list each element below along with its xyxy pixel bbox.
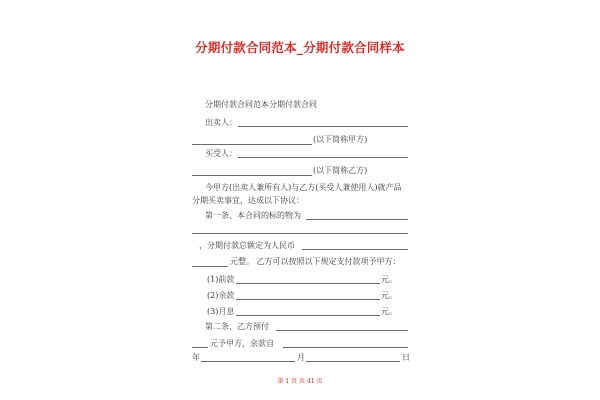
- document-title: 分期付款合同范本_分期付款合同样本: [195, 40, 405, 55]
- payment1-blank-line: [236, 283, 380, 284]
- page-footer: 第 1 页 共 41 页: [277, 378, 323, 385]
- article1-text: 第一条、本合同的标的物为: [205, 211, 301, 220]
- yuan-zheng-text: 元整。 乙方可以按照以下规定支付款项予甲方：: [230, 257, 401, 266]
- para1-line-a: 今甲方(出卖人兼所有人)与乙方(买受人兼使用人)就产品: [205, 183, 402, 192]
- year-blank-line: [201, 361, 295, 362]
- yuan-blank-line: [192, 266, 228, 267]
- total-price-text: ，分期付款总额定为人民币: [199, 241, 295, 250]
- month-label: 月: [297, 353, 305, 362]
- article2-text: 第二条、乙方预付: [205, 322, 269, 331]
- prepay-blank-line: [192, 347, 208, 348]
- article1-blank-line-2: [192, 233, 408, 234]
- buyer-blank-line: [238, 157, 408, 158]
- payment1-label: (1)前款: [207, 275, 235, 284]
- contract-heading: 分期付款合同范本分期付款合同: [205, 100, 317, 109]
- payment3-label: (3)月息: [207, 307, 235, 316]
- buyer-label: 买受人：: [205, 149, 237, 158]
- payment1-suffix: 元。: [381, 275, 397, 284]
- total-price-blank-line: [302, 249, 408, 250]
- payment2-label: (2)余款: [207, 291, 235, 300]
- para1-line-b: 分期买卖事宜，达成以下协议：: [192, 196, 304, 205]
- seller-suffix: (以下简称甲方): [313, 135, 368, 144]
- seller-blank-line: [238, 126, 408, 127]
- month-blank-line: [306, 361, 400, 362]
- article1-blank-line: [306, 219, 408, 220]
- payment2-suffix: 元。: [381, 291, 397, 300]
- buyer-blank-line-2: [192, 175, 312, 176]
- article2-blank-line: [276, 330, 408, 331]
- seller-blank-line-2: [192, 144, 312, 145]
- balance-blank-line: [283, 347, 408, 348]
- day-label: 日: [402, 353, 410, 362]
- yuan-to-a-text: 元予甲方，余款自: [210, 339, 274, 348]
- payment3-suffix: 元。: [381, 307, 397, 316]
- year-label: 年: [192, 353, 200, 362]
- payment3-blank-line: [236, 315, 380, 316]
- buyer-suffix: (以下简称乙方): [313, 166, 368, 175]
- seller-label: 出卖人：: [205, 118, 237, 127]
- payment2-blank-line: [236, 299, 380, 300]
